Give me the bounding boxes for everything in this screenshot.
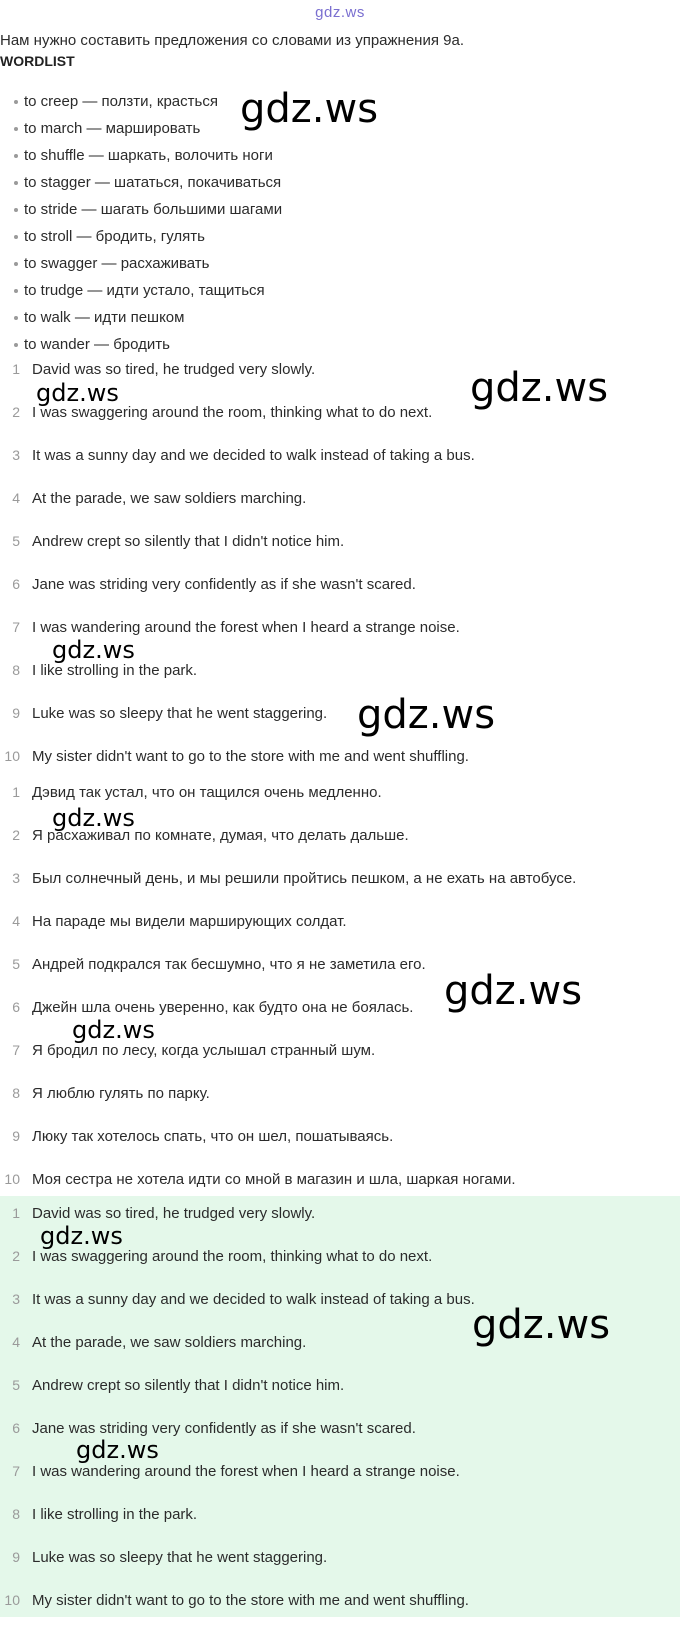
item-text: Моя сестра не хотела идти со мной в магазин и шла, шаркая ногами.	[32, 1171, 516, 1188]
item-number: 3	[12, 1291, 20, 1307]
watermark: gdz.ws	[357, 692, 496, 738]
item-text: At the parade, we saw soldiers marching.	[32, 490, 307, 507]
wordlist-item-text: to walk — идти пешком	[24, 309, 185, 326]
bullet-icon	[14, 262, 18, 266]
item-number: 6	[12, 999, 20, 1015]
item-text: Luke was so sleepy that he went staggering.	[32, 705, 328, 722]
item-text: Я люблю гулять по парку.	[32, 1085, 210, 1102]
list-item	[0, 1463, 680, 1506]
list-item	[0, 870, 680, 913]
wordlist-item-text: to stride — шагать большими шагами	[24, 201, 283, 218]
wordlist-item	[0, 331, 282, 358]
wordlist-item-text: to creep — ползти, красться	[24, 93, 218, 110]
watermark: gdz.ws	[444, 968, 583, 1014]
item-text: Дэвид так устал, что он тащился очень медленно.	[32, 784, 382, 801]
item-number: 7	[12, 1463, 20, 1479]
item-text: It was a sunny day and we decided to walk instead of taking a bus.	[32, 1291, 475, 1308]
wordlist-item	[0, 223, 282, 250]
list-item	[0, 1128, 680, 1171]
item-number: 2	[12, 827, 20, 843]
bullet-icon	[14, 127, 18, 131]
list-item	[0, 705, 680, 748]
item-number: 2	[12, 404, 20, 420]
item-text: I was swaggering around the room, thinking what to do next.	[32, 1248, 433, 1265]
list-item	[0, 1248, 680, 1291]
item-number: 5	[12, 533, 20, 549]
list-item	[0, 490, 680, 533]
wordlist-item-text: to march — маршировать	[24, 120, 201, 137]
item-number: 3	[12, 447, 20, 463]
item-text: I was swaggering around the room, thinking what to do next.	[32, 404, 433, 421]
intro-text: Нам нужно составить предложения со словами из упражнения 9a.	[0, 32, 464, 49]
watermark: gdz.ws	[40, 1222, 123, 1250]
item-text: Jane was striding very confidently as if she wasn't scared.	[32, 1420, 416, 1437]
wordlist-item-text: to swagger — расхаживать	[24, 255, 210, 272]
item-text: It was a sunny day and we decided to walk instead of taking a bus.	[32, 447, 475, 464]
watermark: gdz.ws	[52, 636, 135, 664]
watermark: gdz.ws	[72, 1016, 155, 1044]
item-text: Андрей подкрался так бесшумно, что я не заметила его.	[32, 956, 426, 973]
list-item	[0, 913, 680, 956]
bullet-icon	[14, 289, 18, 293]
item-text: Luke was so sleepy that he went staggering.	[32, 1549, 328, 1566]
wordlist-item-text: to trudge — идти устало, тащиться	[24, 282, 265, 299]
watermark: gdz.ws	[52, 804, 135, 832]
item-number: 2	[12, 1248, 20, 1264]
list-item	[0, 1377, 680, 1420]
wordlist-item-text: to stroll — бродить, гулять	[24, 228, 205, 245]
watermark: gdz.ws	[76, 1436, 159, 1464]
item-text: I was wandering around the forest when I heard a strange noise.	[32, 619, 460, 636]
bullet-icon	[14, 208, 18, 212]
bullet-icon	[14, 181, 18, 185]
item-number: 7	[12, 619, 20, 635]
wordlist-item-text: to shuffle — шаркать, волочить ноги	[24, 147, 273, 164]
item-number: 6	[12, 1420, 20, 1436]
item-number: 7	[12, 1042, 20, 1058]
item-number: 9	[12, 1549, 20, 1565]
item-number: 8	[12, 1506, 20, 1522]
list-item	[0, 662, 680, 705]
wordlist-item-text: to wander — бродить	[24, 336, 170, 353]
item-text: Jane was striding very confidently as if she wasn't scared.	[32, 576, 416, 593]
item-text: I was wandering around the forest when I heard a strange noise.	[32, 1463, 460, 1480]
list-item	[0, 1085, 680, 1128]
list-item	[0, 1592, 680, 1635]
bullet-icon	[14, 316, 18, 320]
item-number: 1	[12, 361, 20, 377]
item-text: Andrew crept so silently that I didn't notice him.	[32, 1377, 345, 1394]
bullet-icon	[14, 100, 18, 104]
watermark: gdz.ws	[36, 379, 119, 407]
item-number: 5	[12, 956, 20, 972]
item-text: David was so tired, he trudged very slowly.	[32, 361, 316, 378]
item-text: My sister didn't want to go to the store with me and went shuffling.	[32, 748, 469, 765]
list-item	[0, 1549, 680, 1592]
item-number: 4	[12, 1334, 20, 1350]
item-text: Я расхаживал по комнате, думая, что делать дальше.	[32, 827, 409, 844]
item-text: На параде мы видели марширующих солдат.	[32, 913, 347, 930]
list-item	[0, 827, 680, 870]
watermark: gdz.ws	[470, 365, 609, 411]
bullet-icon	[14, 154, 18, 158]
wordlist-item	[0, 169, 282, 196]
list-item	[0, 576, 680, 619]
watermark: gdz.ws	[472, 1302, 611, 1348]
item-number: 4	[12, 913, 20, 929]
wordlist-item	[0, 250, 282, 277]
bullet-icon	[14, 235, 18, 239]
item-number: 1	[12, 1205, 20, 1221]
wordlist-heading: WORDLIST	[0, 53, 75, 69]
item-text: I like strolling in the park.	[32, 1506, 198, 1523]
wordlist-item	[0, 142, 282, 169]
item-number: 6	[12, 576, 20, 592]
item-text: David was so tired, he trudged very slowly.	[32, 1205, 316, 1222]
site-logo[interactable]: gdz.ws	[315, 4, 365, 21]
item-number: 3	[12, 870, 20, 886]
item-text: Люку так хотелось спать, что он шел, пошатываясь.	[32, 1128, 394, 1145]
item-text: I like strolling in the park.	[32, 662, 198, 679]
bullet-icon	[14, 343, 18, 347]
item-number: 8	[12, 662, 20, 678]
wordlist-item	[0, 304, 282, 331]
item-text: Джейн шла очень уверенно, как будто она не боялась.	[32, 999, 414, 1016]
item-text: My sister didn't want to go to the store with me and went shuffling.	[32, 1592, 469, 1609]
list-item	[0, 533, 680, 576]
item-number: 9	[12, 1128, 20, 1144]
list-item	[0, 1506, 680, 1549]
item-number: 1	[12, 784, 20, 800]
item-text: Я бродил по лесу, когда услышал странный шум.	[32, 1042, 376, 1059]
item-number: 4	[12, 490, 20, 506]
english-sentences-list	[0, 361, 680, 791]
item-number: 10	[4, 1171, 20, 1187]
wordlist-item	[0, 277, 282, 304]
list-item	[0, 447, 680, 490]
item-number: 10	[4, 748, 20, 764]
watermark: gdz.ws	[240, 86, 379, 132]
item-text: Andrew crept so silently that I didn't notice him.	[32, 533, 345, 550]
list-item	[0, 1042, 680, 1085]
item-number: 10	[4, 1592, 20, 1608]
wordlist-item-text: to stagger — шататься, покачиваться	[24, 174, 282, 191]
item-number: 8	[12, 1085, 20, 1101]
item-text: At the parade, we saw soldiers marching.	[32, 1334, 307, 1351]
english-sentences-list-highlighted	[0, 1205, 680, 1635]
item-number: 9	[12, 705, 20, 721]
item-number: 5	[12, 1377, 20, 1393]
item-text: Был солнечный день, и мы решили пройтись пешком, а не ехать на автобусе.	[32, 870, 577, 887]
wordlist-item	[0, 196, 282, 223]
